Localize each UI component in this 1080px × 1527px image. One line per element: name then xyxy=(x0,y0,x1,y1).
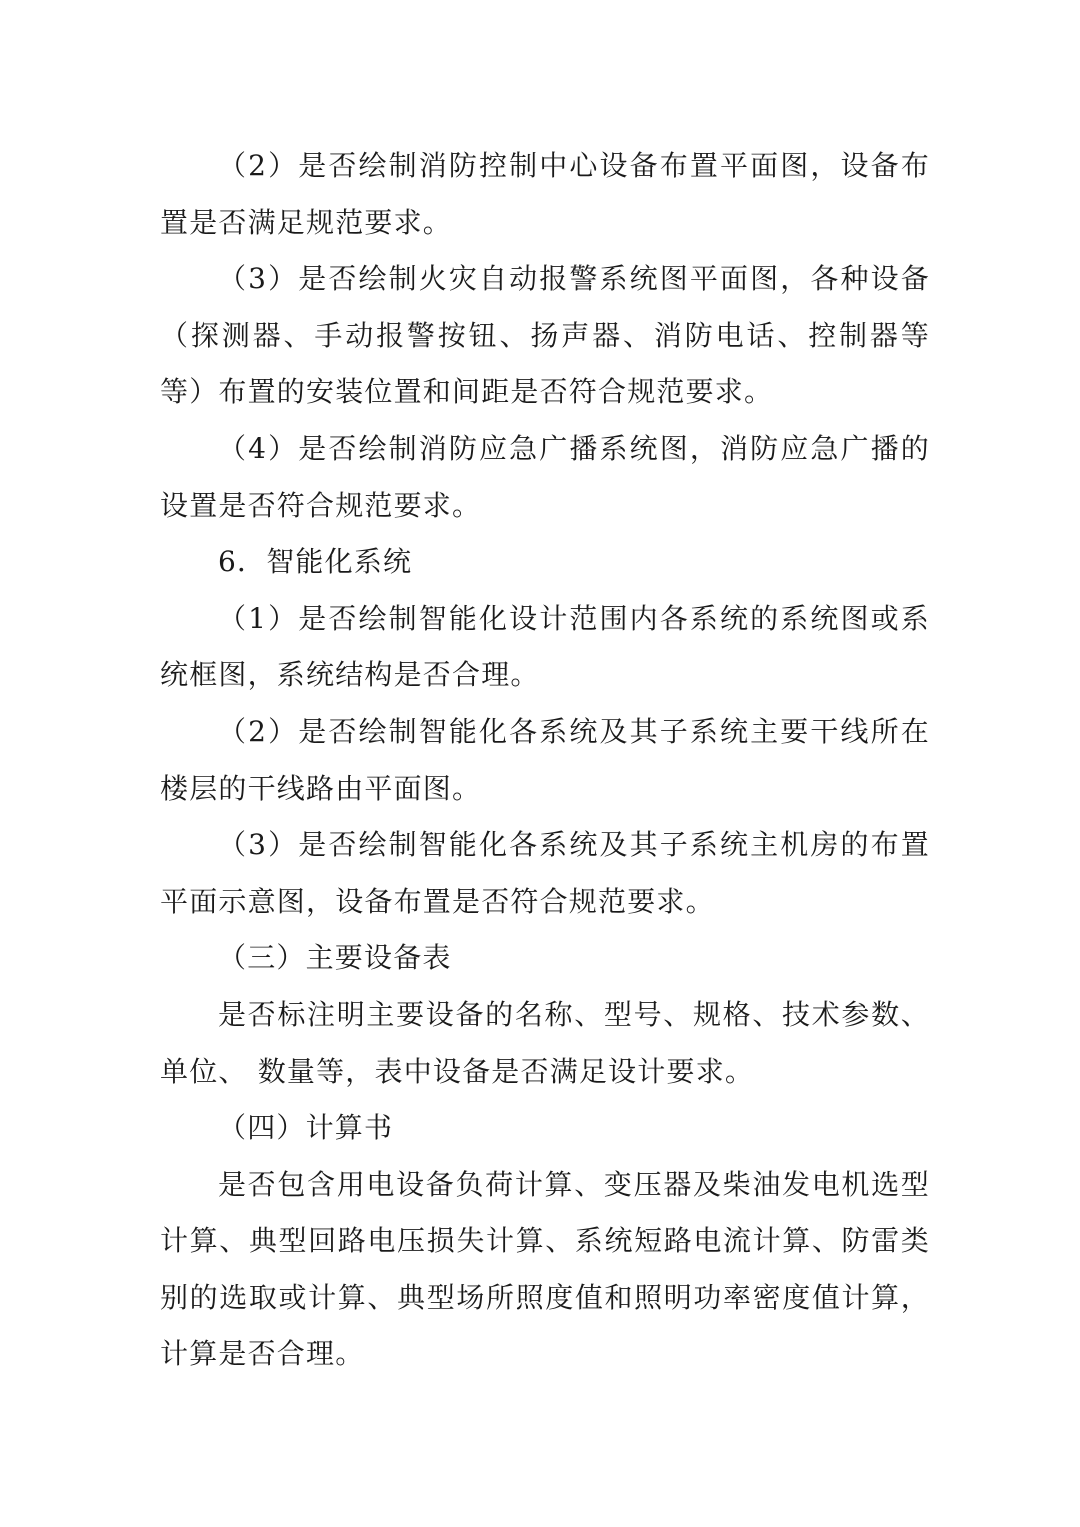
paragraph-equipment-list: 是否标注明主要设备的名称、型号、规格、技术参数、单位、 数量等，表中设备是否满足设计要求。 xyxy=(160,997,930,1088)
section-heading-equipment-list: （三）主要设备表 xyxy=(218,941,452,975)
paragraph-fire-control-center-layout: （2）是否绘制消防控制中心设备布置平面图，设备布置是否满足规范要求。 xyxy=(160,149,930,239)
section-heading-calculations: （四）计算书 xyxy=(218,1111,394,1145)
paragraph-emergency-broadcast: （4）是否绘制消防应急广播系统图，消防应急广播的设置是否符合规范要求。 xyxy=(160,431,930,522)
paragraph-fire-alarm-system-plan: （3）是否绘制火灾自动报警系统图平面图，各种设备（探测器、手动报警按钮、扬声器、消防电话、控制器等等）布置的安装位置和间距是否符合规范要求。 xyxy=(160,262,930,409)
paragraph-machine-room-layout: （3）是否绘制智能化各系统及其子系统主机房的布置平面示意图，设备布置是否符合规范要求。 xyxy=(160,828,930,918)
paragraph-intelligent-system-diagram: （1）是否绘制智能化设计范围内各系统的系统图或系统框图，系统结构是否合理。 xyxy=(160,601,930,692)
paragraph-trunk-routing-plan: （2）是否绘制智能化各系统及其子系统主要干线所在楼层的干线路由平面图。 xyxy=(160,714,930,805)
paragraph-calculations: 是否包含用电设备负荷计算、变压器及柴油发电机选型计算、典型回路电压损失计算、系统短路电流计算、防雷类别的选取或计算、典型场所照度值和照明功率密度值计算，计算是否合理。 xyxy=(160,1167,930,1371)
section-heading-intelligent-systems: 6．智能化系统 xyxy=(218,545,413,579)
document-body xyxy=(160,138,930,1383)
